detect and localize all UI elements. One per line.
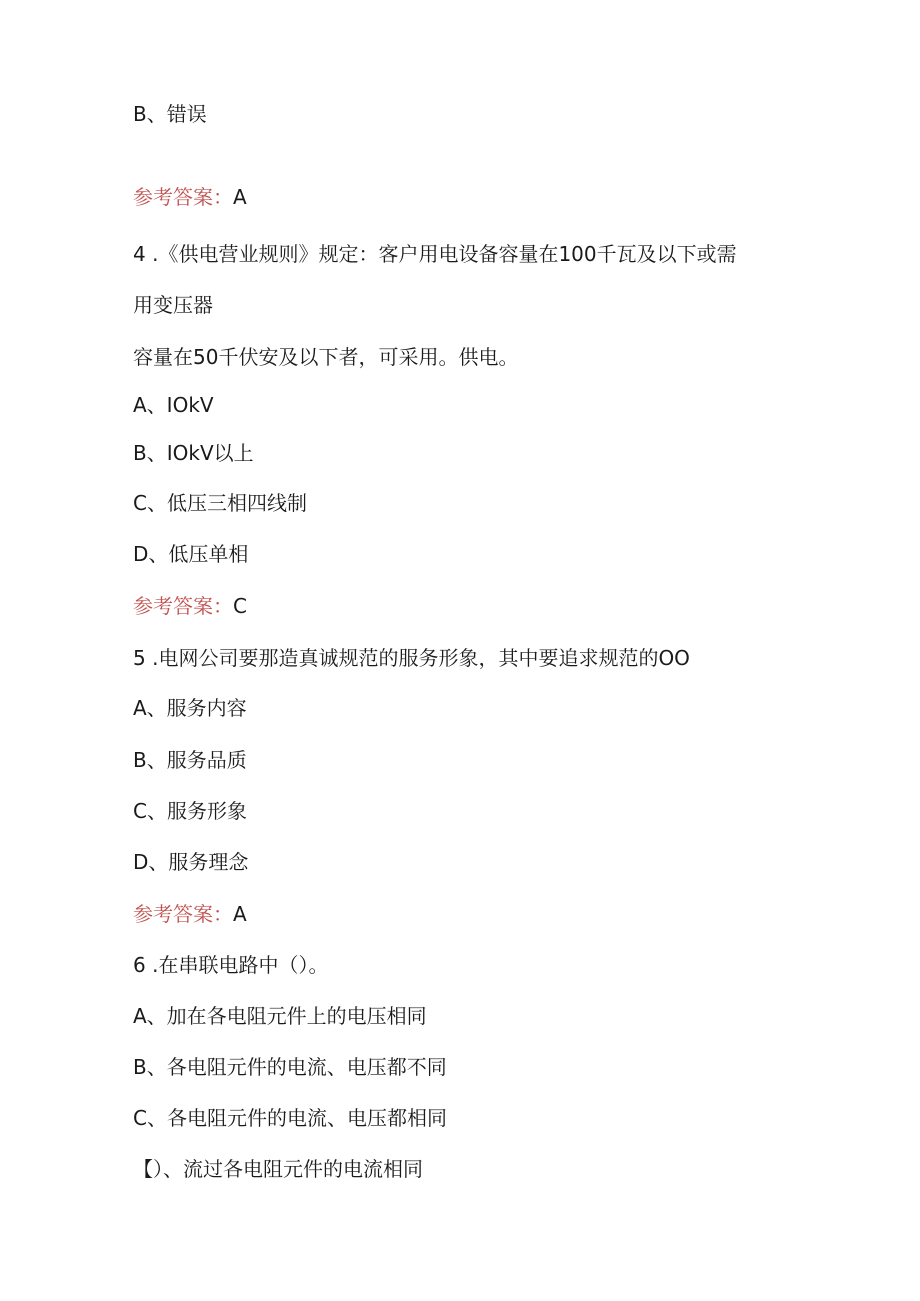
reference-answer-q4 [133, 592, 247, 620]
option-b-q3: B、错误 [133, 102, 207, 126]
question-5: 5 .电网公司要那造真诚规范的服务形象，其中要追求规范的OO [133, 646, 690, 670]
option-a-q6: A、加在各电阻元件上的电压相同 [133, 1004, 427, 1028]
option-a-q5: A、服务内容 [133, 696, 247, 720]
answer-label: 参考答案： [133, 594, 233, 618]
answer-value: C [233, 594, 247, 618]
answer-value: A [233, 902, 247, 926]
option-b-q6: B、各电阻元件的电流、电压都不同 [133, 1055, 447, 1079]
answer-label: 参考答案： [133, 902, 233, 926]
option-d-q5: D、服务理念 [133, 850, 249, 874]
answer-value: A [233, 185, 247, 209]
answer-label: 参考答案： [133, 185, 233, 209]
reference-answer-q5 [133, 900, 247, 928]
question-4-line-1: 4 .《供电营业规则》规定：客户用电设备容量在100千瓦及以下或需 [133, 242, 737, 266]
question-4-line-3: 容量在50千伏安及以下者，可采用。供电。 [133, 345, 519, 369]
option-b-q5: B、服务品质 [133, 748, 247, 772]
option-c-q5: C、服务形象 [133, 799, 247, 823]
question-6: 6 .在串联电路中（）。 [133, 953, 329, 977]
reference-answer-q3 [133, 183, 247, 211]
option-c-q6: C、各电阻元件的电流、电压都相同 [133, 1106, 447, 1130]
option-a-q4: A、IOkV [133, 393, 214, 417]
question-4-line-2: 用变压器 [133, 293, 213, 317]
option-d-q4: D、低压单相 [133, 542, 249, 566]
option-c-q4: C、低压三相四线制 [133, 491, 307, 515]
option-b-q4: B、IOkV以上 [133, 441, 254, 465]
option-d-q6: 【）、流过各电阻元件的电流相同 [133, 1157, 423, 1181]
